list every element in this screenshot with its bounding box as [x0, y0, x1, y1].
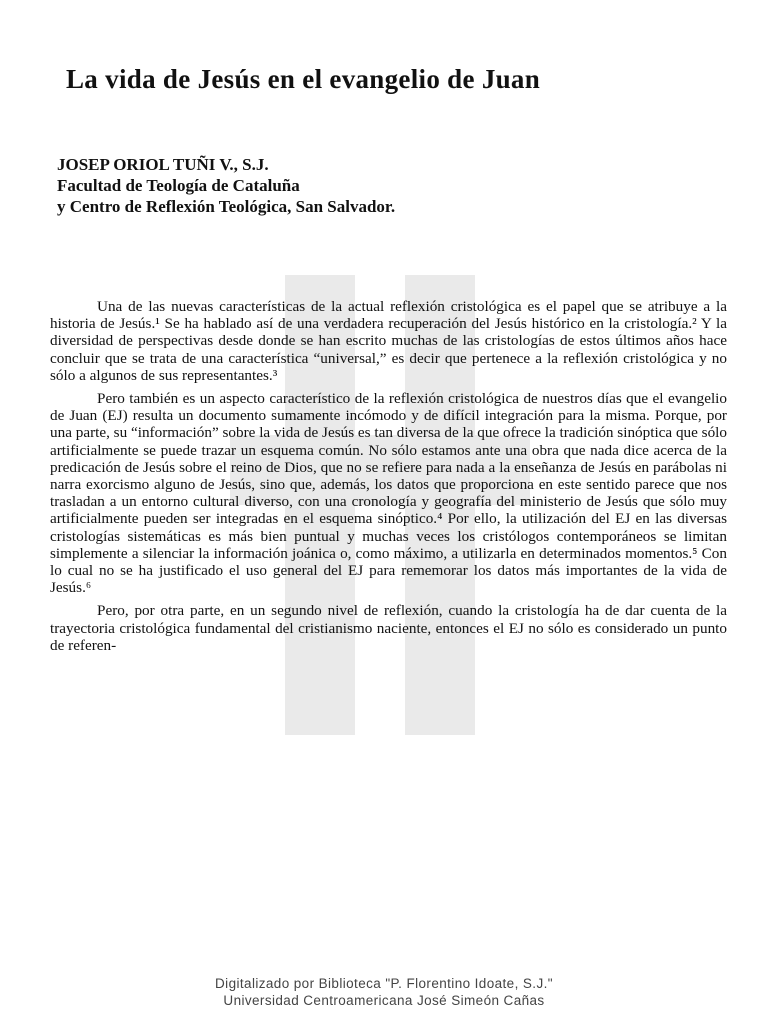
article-title: La vida de Jesús en el evangelio de Juan: [66, 64, 541, 94]
author-name: JOSEP ORIOL TUÑI V., S.J.: [57, 155, 269, 174]
article-body: [50, 298, 727, 660]
author-affiliation-2: y Centro de Reflexión Teológica, San Salvador.: [57, 197, 396, 216]
author-affiliation-1: Facultad de Teología de Cataluña: [57, 176, 300, 195]
paragraph: Pero, por otra parte, en un segundo nivel de reflexión, cuando la cristología ha de dar cuenta de la trayectoria cristológica fundamental del cristianismo naciente, entonces el EJ no sólo es considerado un punto de referen-: [50, 602, 727, 654]
paragraph: Pero también es un aspecto característico de la reflexión cristológica de nuestros días que el evangelio de Juan (EJ) resulta un documento sumamente incómodo y de difícil integración para la misma. Porque, por una parte, su “información” sobre la vida de Jesús es tan diversa de la que ofrece la tradición sinóptica que sólo artificialmente se puede trazar un esquema común. No sólo estamos ante una obra que nada dice acerca de la predicación de Jesús sobre el reino de Dios, que no se refiere para nada a la enseñanza de Jesús en parábolas ni narra exorcismo alguno de Jesús, sino que, además, los datos que proporciona en este sentido parece que nos trasladan a un entorno cultural diverso, con una cronología y geografía del ministerio de Jesús que sólo muy artificialmente pueden ser integradas en el esquema sinóptico.⁴ Por ello, la utilización del EJ en las diversas cristologías sistemáticas es más bien puntual y muchas veces los cristólogos contemporáneos se limitan simplemente a silenciar la información joánica o, como máximo, a utilizarla en determinados momentos.⁵ Con lo cual no se ha justificado el uso general del EJ para rememorar los datos más importantes de la vida de Jesús.⁶: [50, 390, 727, 597]
footer-line-library: Digitalizado por Biblioteca "P. Florentino Idoate, S.J.": [215, 976, 553, 991]
digitization-footer: [0, 975, 768, 1009]
paragraph: Una de las nuevas características de la actual reflexión cristológica es el papel que se atribuye a la historia de Jesús.¹ Se ha hablado así de una verdadera recuperación del Jesús histórico en la cristología.² Y la diversidad de perspectivas desde donde se han escrito muchas de las cristologías de estos últimos años hace concluir que se trata de una característica “universal,” es decir que pertenece a la reflexión cristológica y no sólo a algunos de sus representantes.³: [50, 298, 727, 384]
footer-line-university: Universidad Centroamericana José Simeón Cañas: [223, 993, 545, 1008]
author-block: [57, 154, 657, 217]
